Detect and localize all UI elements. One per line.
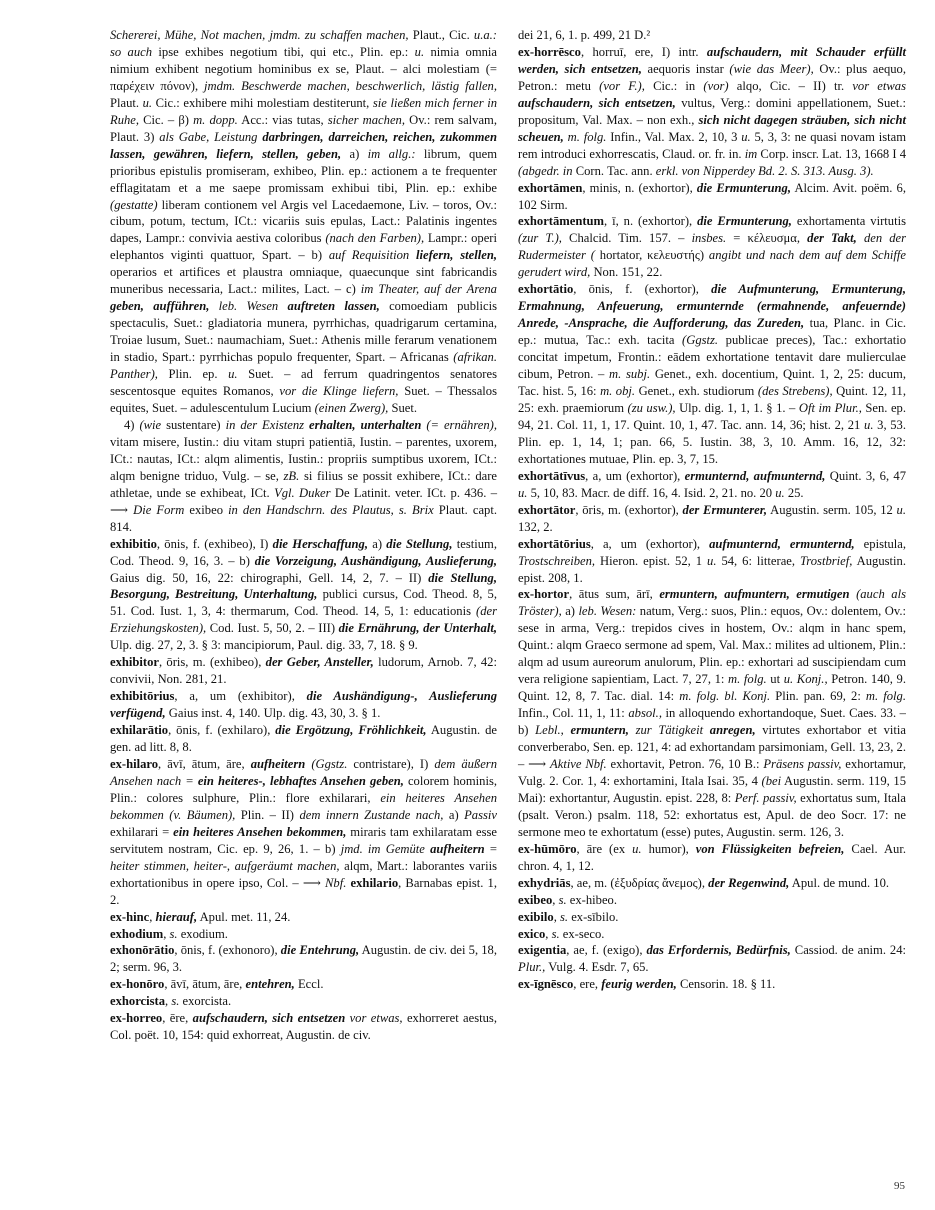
dictionary-entry: exhibitōrius, a, um (exhibitor), die Aushändigung-, Auslieferung verfügend, Gaius inst. 4, 140. Ulp. dig. 43, 30, 3. § 1. [110, 689, 497, 721]
dictionary-entry: exibeo, s. ex-hibeo. [518, 892, 617, 907]
dictionary-entry: ex-īgnēsco, ere, feurig werden, Censorin. 18. § 11. [518, 977, 776, 992]
dictionary-entry: ex-hilaro, āvī, ātum, āre, aufheitern (Ggstz. contristare), I) dem äußern Ansehen nach = ein heiteres-, lebhaftes Ansehen geben, colorem hominis, Plin.: colores sulphure, Plin.: flore exhilarari, ein heiteres Ansehen bekommen (v. Bäumen), Plin. – II) dem innern Zustande nach, a) Passiv exhilarari = ein heiteres Ansehen bekommen, miraris tam exhilaratam esse servitutem nostram, Cic. ep. 9, 26, 1. – b) jmd. im Gemüte aufheitern = heiter stimmen, heiter-, aufgeräumt machen, alqm, Mart.: laborantes variis exhortationibus in opere ipso, Col. – ⟶ Nbf. exhilario, Barnabas epist. 1, 2. [110, 756, 498, 907]
dictionary-entry: ex-horreo, ēre, aufschaudern, sich entsetzen vor etwas, exhorreret aestus, Col. poët. 10, 154: quid exhorreat, Augustin. de civ. [110, 1011, 497, 1043]
dictionary-entry: ex-hinc, hierauf, Apul. met. 11, 24. [110, 909, 291, 924]
dictionary-entry: ex-hortor, ātus sum, ārī, ermuntern, aufmuntern, ermutigen (auch als Tröster), a) leb. Wesen: natum, Verg.: suos, Plin.: equos, Ov.: dolentem, Ov.: sese in arma, Verg.: trepidos cives in hostem, Ov.: alqm in hanc spem, Quint.: alqm Graeco sermone ad spem, Val. Max.: milites ad ultionem, Plin.: alqm ad usum aureorum anulorum, Plin. ep.: exhortari ad suscipiendam cum vera religione sapientiam, Lact. 7, 27, 1: m. folg. ut u. Konj., Petron. 140, 9. Quint. 12, 8, 7. Tac. dial. 14: m. folg. bl. Konj. Plin. pan. 69, 2: m. folg. Infin., Col. 11, 1, 11: absol., in alloquendo exhortandoque, Suet. Caes. 33. – b) Lebl., ermuntern, zur Tätigkeit anregen, virtutes exhortabor et vitia converberabo, Sen. ep. 121, 4: ad exhortandam parsimoniam, Gell. 13, 23, 2. – ⟶ Aktive Nbf. exhortavit, Petron. 76, 10 B.: Präsens passiv, exhortamur, Vulg. 2. Cor. 1, 4: exhortamini, Itala Isai. 35, 4 (bei Augustin. serm. 119, 15 Mai): exhortantur, Augustin. epist. 228, 8: Perf. passiv, exhortatus sum, Itala (psalt. Veron.) psalm. 118, 52: exhortatus est, Apul. de deo Socr. 17: ne sermone meo te exhortatum (esse) putes, Augustin. serm. 126, 3. [518, 587, 907, 839]
dictionary-entry: ex-horrēsco, horruī, ere, I) intr. aufschaudern, mit Schauder erfüllt werden, sich entsetzen, aequoris instar (wie das Meer), Ov.: plus aequo, Petron.: metu (vor F.), Cic.: in (vor) alqo, Cic. – II) tr. vor etwas aufschaudern, sich entsetzen, vultus, Verg.: domini appellationem, Suet.: propositum, Val. Max. – non exh., sich nicht dagegen sträuben, sich nicht scheuen, m. folg. Infin., Val. Max. 2, 10, 3 u. 5, 3, 3: ne quasi novam istam rem introduci exhorrescatis, Claud. or. fr. in. im Corp. inscr. Lat. 13, 1668 I 4 (abgedr. in Corn. Tac. ann. erkl. von Nipperdey Bd. 2. S. 313. Ausg. 3). [518, 44, 907, 178]
dictionary-entry: exhortātīvus, a, um (exhortor), ermunternd, aufmunternd, Quint. 3, 6, 47 u. 5, 10, 83. Macr. de diff. 16, 4. Isid. 2, 21. no. 20 u. 25. [518, 468, 907, 500]
dictionary-entry: exhorcista, s. exorcista. [110, 994, 232, 1009]
dictionary-entry: ex-hūmōro, āre (ex u. humor), von Flüssigkeiten befreien, Cael. Aur. chron. 4, 1, 12. [518, 841, 906, 873]
dictionary-entry: dei 21, 6, 1. p. 499, 21 D.² [518, 28, 651, 42]
dictionary-entry: exhortātor, ōris, m. (exhortor), der Ermunterer, Augustin. serm. 105, 12 u. 132, 2. [518, 502, 906, 534]
dictionary-entry: 4) (wie sustentare) in der Existenz erhalten, unterhalten (= ernähren), vitam misere, Iustin.: diu vitam stupri patientiā, Iustin. – parentes, uxorem, ICt.: nautas, ICt.: alqm alimentis, Iustin.: propriis sumptibus uxorem, ICt.: alqm benigne triduo, Vulg. – se, zB. si filius se possit exhibere, ICt.: dare athletae, unde se exhibeat, ICt. Vgl. Duker De Latinit. veter. ICt. p. 436. – ⟶ Die Form exibeo in den Handschrn. des Plautus, s. Brix Plaut. capt. 814. [110, 417, 498, 534]
dictionary-entry: exigentia, ae, f. (exigo), das Erfordernis, Bedürfnis, Cassiod. de anim. 24: Plur., Vulg. 4. Esdr. 7, 65. [518, 943, 907, 975]
dictionary-entry: Schererei, Mühe, Not machen, jmdm. zu schaffen machen, Plaut., Cic. u.a.: so auch ipse exhibes negotium tibi, qui etc., Plin. ep.: u. nimia omnia nimium exhibent negotium hominibus ex se, Plaut. – alci molestiam (= παρέχειν πόνον), jmdm. Beschwerde machen, beschwerlich, lästig fallen, Plaut. u. Cic.: exhibere mihi molestiam destiterunt, sie ließen mich ferner in Ruhe, Cic. – β) m. dopp. Acc.: vias tutas, sicher machen, Ov.: rem salvam, Plaut. 3) als Gabe, Leistung darbringen, darreichen, reichen, zukommen lassen, gewähren, liefern, stellen, geben, a) im allg.: librum, quem prioribus epistulis promiseram, exhibeo, Plin. ep.: actionem a te frequenter efflagitatam et a me saepe promissam exhibui tibi, Plin. ep.: exhibe (gestatte) liberam contionem vel Argis vel Lacedaemone, Liv. – toros, Ov.: cibum, potum, tectum, ICt.: vicariis suis epulas, Lact.: Palatinis ingentes dapes, Lampr.: convivia aestiva coloribus (nach den Farben), Lampr.: operi elephantos viginti quattuor, Spart. – b) auf Requisition liefern, stellen, operarios et artifices et plaustra omniaque, quaecunque sint fabricandis muneribus necessaria, Lact.: milites, Lact. – c) im Theater, auf der Arena geben, aufführen, leb. Wesen auftreten lassen, comoediam publicis spectaculis, Suet.: gladiatoria munera, pyrrhichas, quadrigarum certamina, Troiae lusum, Suet.: naumachiam, Suet.: Athenis mille ferarum venationem in stadio, Spart.: pyrrhichas populo frequenter, Spart. – Africanas (afrikan. Panther), Plin. ep. u. Suet. – ad ferrum quadringentos senatores sescentosque equites Romanos, vor die Klinge liefern, Suet. – Thessalos equites, Suet. – adulescentulum Lucium (einen Zwerg), Suet. [110, 28, 498, 415]
dictionary-entry: ex-honōro, āvī, ātum, āre, entehren, Eccl. [110, 977, 324, 992]
dictionary-entry: exhortāmentum, ī, n. (exhortor), die Ermunterung, exhortamenta virtutis (zur T.), Chalcid. Tim. 157. – insbes. = κέλευσμα, der Takt, den der Rudermeister ( hortator, κελευστής) angibt und nach dem auf dem Schiffe gerudert wird, Non. 151, 22. [518, 214, 907, 280]
dictionary-entry: exhilarātio, ōnis, f. (exhilaro), die Ergötzung, Fröhlichkeit, Augustin. de gen. ad litt. 8, 8. [110, 723, 497, 755]
right-column [518, 27, 906, 993]
dictionary-entry: exico, s. ex-seco. [518, 926, 605, 941]
dictionary-entry: exhydriās, ae, m. (ἐξυδρίας ἄνεμος), der Regenwind, Apul. de mund. 10. [518, 875, 890, 890]
dictionary-entry: exhortātio, ōnis, f. (exhortor), die Aufmunterung, Ermunterung, Ermahnung, Anfeuerung, ermunternde (ermahnende, anfeuernde) Anrede, -Ansprache, die Aufforderung, das Zureden, tua, Planc. in Cic. ep.: mutua, Tac.: exh. tacita (Ggstz. publicae preces), Tac.: exhortatio concitat impetum, Frontin.: eādem exhortatione tentavit dare mulierculae cibum, Petron. – m. subj. Genet., exh. docentium, Quint. 1, 2, 25: ducum, Tac. hist. 5, 16: m. obj. Genet., exh. studiorum (des Strebens), Quint. 12, 11, 25: exh. praemiorum (zu usw.), Ulp. dig. 1, 1, 1. § 1. – Oft im Plur., Sen. ep. 94, 21. Col. 11, 1, 17. Quint. 10, 1, 47. Tac. ann. 14, 36; hist. 2, 21 u. 3, 53. Plin. ep. 1, 14, 1; pan. 66, 5. Iustin. 38, 3, 10. Amm. 16, 12, 32: exhortationes mutuae, Plin. ep. 3, 7, 15. [518, 282, 907, 466]
dictionary-entry: exhonōrātio, ōnis, f. (exhonoro), die Entehrung, Augustin. de civ. dei 5, 18, 2; serm. 96, 3. [110, 943, 497, 975]
left-column [110, 27, 497, 1044]
dictionary-entry: exhibitor, ōris, m. (exhibeo), der Geber, Ansteller, ludorum, Arnob. 7, 42: convivii, Non. 281, 21. [110, 655, 497, 687]
dictionary-entry: exibilo, s. ex-sībilo. [518, 909, 619, 924]
dictionary-entry: exhortāmen, minis, n. (exhortor), die Ermunterung, Alcim. Avit. poëm. 6, 102 Sirm. [518, 180, 906, 212]
dictionary-entry: exhodium, s. exodium. [110, 926, 228, 941]
dictionary-entry: exhibitio, ōnis, f. (exhibeo), I) die Herschaffung, a) die Stellung, testium, Cod. Theod. 9, 16, 3. – b) die Vorzeigung, Aushändigung, Auslieferung, Gaius dig. 50, 16, 22: chirographi, Gell. 14, 2, 7. – II) die Stellung, Besorgung, Bestreitung, Unterhaltung, publici cursus, Cod. Theod. 8, 5, 51. Cod. Iust. 1, 3, 4: thermarum, Cod. Theod. 14, 5, 1: educationis (der Erziehungskosten), Cod. Iust. 5, 50, 2. – III) die Ernährung, der Unterhalt, Ulp. dig. 27, 2, 3. § 3: mancipiorum, Paul. dig. 33, 7, 18. § 9. [110, 536, 498, 653]
dictionary-entry: exhortātōrius, a, um (exhortor), aufmunternd, ermunternd, epistula, Trostschreiben, Hieron. epist. 52, 1 u. 54, 6: litterae, Trostbrief, Augustin. epist. 208, 1. [518, 536, 907, 585]
page-number: 95 [894, 1180, 905, 1192]
